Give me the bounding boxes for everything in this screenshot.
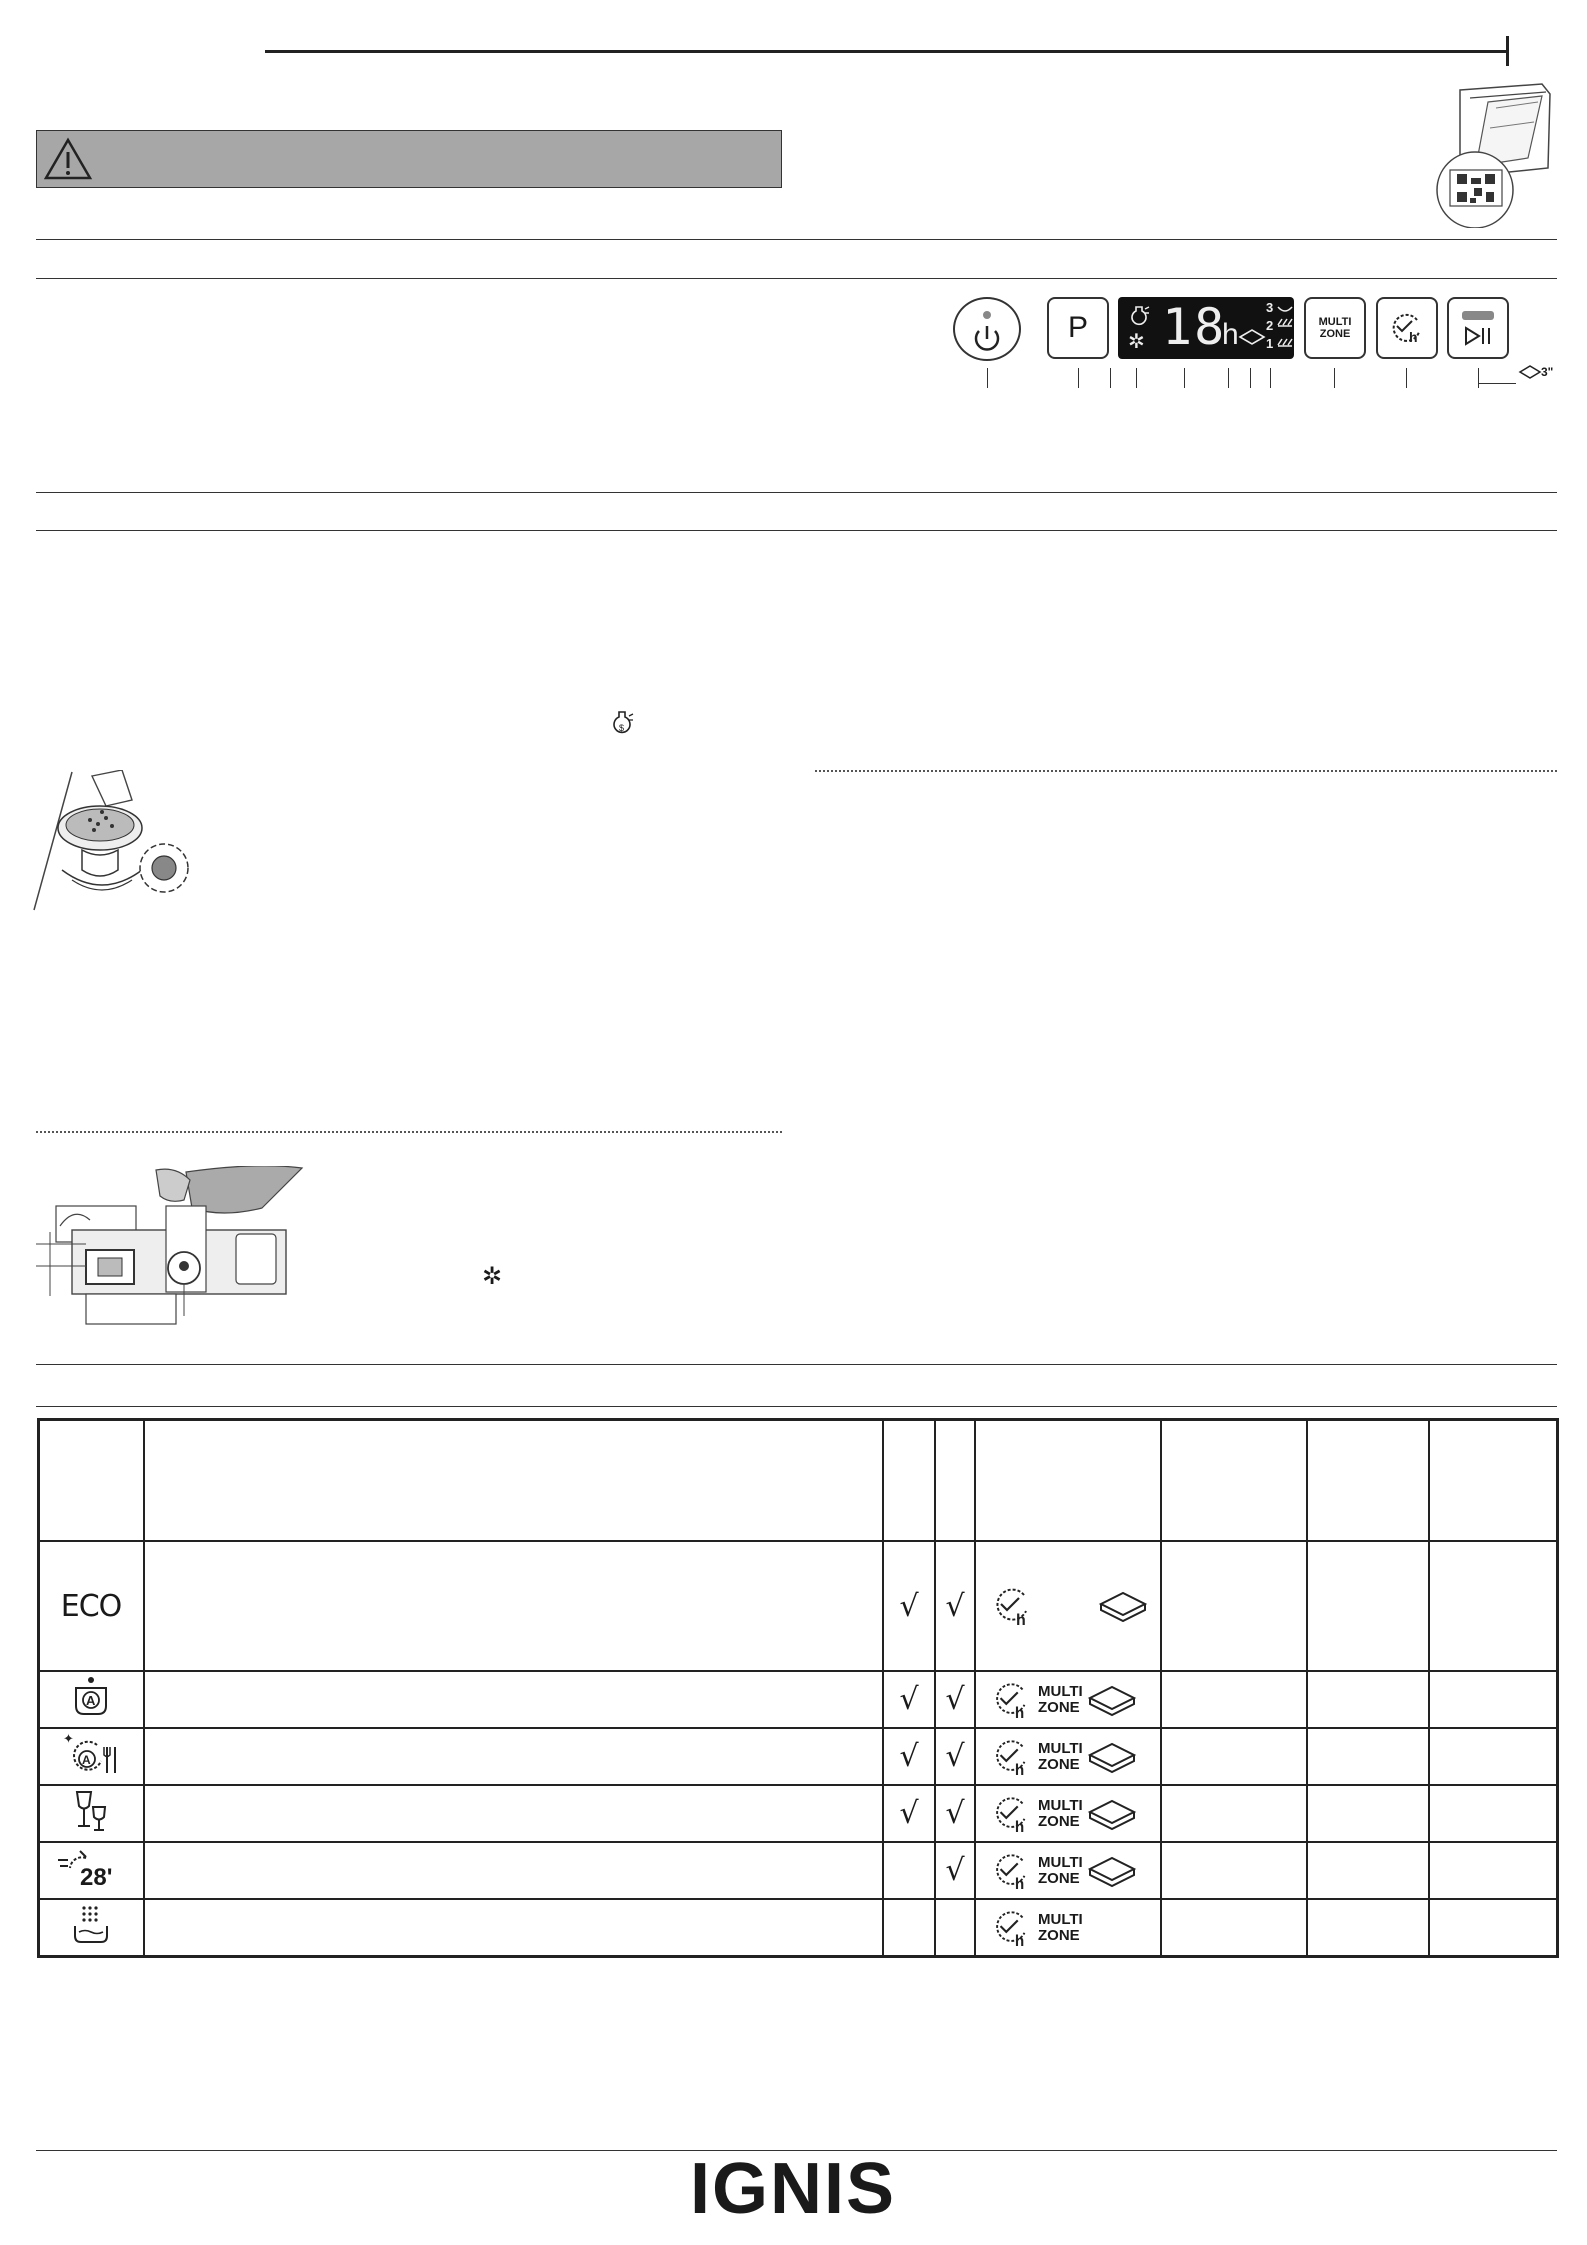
table-row: [38, 1899, 1558, 1956]
multizone-label: MULTI ZONE: [1038, 1682, 1083, 1716]
svg-text:h: h: [1014, 1761, 1025, 1778]
rack-level-3: 3: [1266, 300, 1274, 315]
delay-start-icon: [990, 1679, 1034, 1721]
tablet-icon: [1087, 1740, 1137, 1774]
multizone-label-line2: ZONE: [1319, 328, 1351, 340]
multizone-label: MULTI ZONE: [1038, 1853, 1083, 1887]
power-icon: [967, 307, 1007, 351]
multizone-button[interactable]: [1304, 297, 1366, 359]
tablet-icon: [1087, 1683, 1137, 1717]
callout-line: [1406, 368, 1407, 388]
delay-start-icon: [990, 1850, 1034, 1892]
start-indicator-light: [1462, 311, 1494, 320]
check-cell: √: [935, 1728, 975, 1785]
options-cell: [975, 1728, 1161, 1785]
multizone-label: MULTI ZONE: [1038, 1739, 1083, 1773]
program-button[interactable]: [1047, 297, 1109, 359]
play-pause-icon: [1463, 326, 1493, 346]
table-row: [38, 1785, 1558, 1842]
check-cell: √: [935, 1671, 975, 1728]
program-symbol: [38, 1541, 144, 1671]
options-cell: [975, 1541, 1161, 1671]
callout-line: [1184, 368, 1185, 388]
tablet-icon: [1518, 363, 1542, 381]
svg-text:h: h: [1014, 1818, 1025, 1835]
section-rule: [36, 1406, 1557, 1407]
section-rule: [36, 1364, 1557, 1365]
top-rule-end: [1506, 36, 1509, 66]
program-button-label: P: [1067, 311, 1088, 344]
salt-warning-icon: ✲: [1128, 331, 1145, 353]
check-cell: √: [883, 1541, 935, 1671]
check-cell: √: [883, 1671, 935, 1728]
svg-text:✦: ✦: [63, 1732, 74, 1747]
delay-start-icon: [990, 1907, 1034, 1949]
callout-line: [1110, 368, 1111, 388]
tablet-hold-note: [1478, 361, 1560, 393]
glass-program-icon: [71, 1789, 111, 1833]
auto-plus-program-icon: [61, 1731, 121, 1777]
program-symbol: [38, 1728, 144, 1785]
svg-text:A: A: [82, 1753, 91, 1767]
program-symbol: [38, 1842, 144, 1899]
svg-text:h: h: [1016, 1612, 1026, 1627]
program-symbol: [38, 1671, 144, 1728]
callout-line: [1228, 368, 1229, 388]
check-cell: √: [935, 1785, 975, 1842]
delay-start-icon: [990, 1793, 1034, 1835]
callout-line: [1270, 368, 1271, 388]
tablet-leader-line-h: [1478, 383, 1516, 384]
power-button[interactable]: [953, 297, 1021, 361]
prewash-program-icon: [69, 1904, 113, 1946]
options-cell: [975, 1785, 1161, 1842]
auto-program-icon: [68, 1676, 114, 1718]
multizone-label: MULTI ZONE: [1038, 1910, 1083, 1944]
display-hour-unit: h: [1222, 318, 1239, 351]
check-cell: √: [883, 1785, 935, 1842]
check-cell: [883, 1899, 935, 1956]
callout-line: [1334, 368, 1335, 388]
svg-text:h: h: [1409, 329, 1418, 345]
rack-level-1: 1: [1266, 336, 1274, 351]
delay-start-icon: [1387, 310, 1427, 346]
tablet-icon: [1087, 1797, 1137, 1831]
callout-line: [1136, 368, 1137, 388]
svg-text:h: h: [1014, 1875, 1025, 1892]
rinse-aid-warning-icon: [1128, 303, 1152, 329]
dotted-divider: [815, 770, 1557, 772]
svg-text:h: h: [1014, 1704, 1025, 1721]
table-header-row: [38, 1419, 1558, 1541]
check-cell: √: [935, 1842, 975, 1899]
check-cell: [935, 1899, 975, 1956]
options-cell: [975, 1842, 1161, 1899]
rack-level-2: 2: [1266, 318, 1274, 333]
table-row: [38, 1541, 1558, 1671]
section-rule: [36, 278, 1557, 279]
section-rule: [36, 492, 1557, 493]
svg-text:h: h: [1014, 1932, 1025, 1949]
dotted-divider: [36, 1131, 782, 1133]
callout-line: [1078, 368, 1079, 388]
table-row: [38, 1842, 1558, 1899]
warning-banner: [36, 130, 782, 188]
tablet-icon: [1098, 1589, 1148, 1623]
start-pause-button[interactable]: [1447, 297, 1509, 359]
section-rule: [36, 530, 1557, 531]
quick-wash-time: 28': [80, 1863, 113, 1891]
options-cell: [975, 1899, 1161, 1956]
display-digits: 18: [1162, 298, 1227, 356]
detergent-dispenser-illustration: [36, 1166, 306, 1332]
svg-text:A: A: [86, 1693, 96, 1708]
callout-line: [1250, 368, 1251, 388]
brand-logo: IGNIS: [690, 2149, 897, 2229]
salt-filling-illustration: [32, 770, 202, 918]
rinse-aid-icon: [610, 708, 636, 738]
display-panel: [1118, 297, 1294, 359]
delay-start-icon: [990, 1585, 1036, 1627]
check-cell: √: [883, 1728, 935, 1785]
eco-label: ECO: [60, 1588, 122, 1624]
multizone-label-line1: MULTI: [1318, 316, 1352, 328]
program-symbol: [38, 1785, 144, 1842]
table-row: [38, 1671, 1558, 1728]
section-rule: [36, 239, 1557, 240]
tablet-icon: [1238, 327, 1266, 347]
table-row: [38, 1728, 1558, 1785]
top-rule: [265, 50, 1507, 53]
tablet-icon: [1087, 1854, 1137, 1888]
warning-icon: [43, 136, 93, 182]
callout-line: [1478, 368, 1479, 388]
callout-line: [987, 368, 988, 388]
check-cell: √: [935, 1541, 975, 1671]
tablet-hold-label: 3": [1541, 365, 1554, 379]
program-symbol: [38, 1899, 144, 1956]
salt-icon: ✲: [482, 1263, 503, 1290]
delay-start-button[interactable]: [1376, 297, 1438, 359]
check-cell: [883, 1842, 935, 1899]
dishwasher-qr-illustration: [1430, 78, 1555, 228]
rack-icons: [1276, 301, 1294, 355]
program-table: [37, 1418, 1559, 1957]
svg-text:$: $: [619, 723, 625, 733]
options-cell: [975, 1671, 1161, 1728]
multizone-label: MULTI ZONE: [1038, 1796, 1083, 1830]
delay-start-icon: [990, 1736, 1034, 1778]
